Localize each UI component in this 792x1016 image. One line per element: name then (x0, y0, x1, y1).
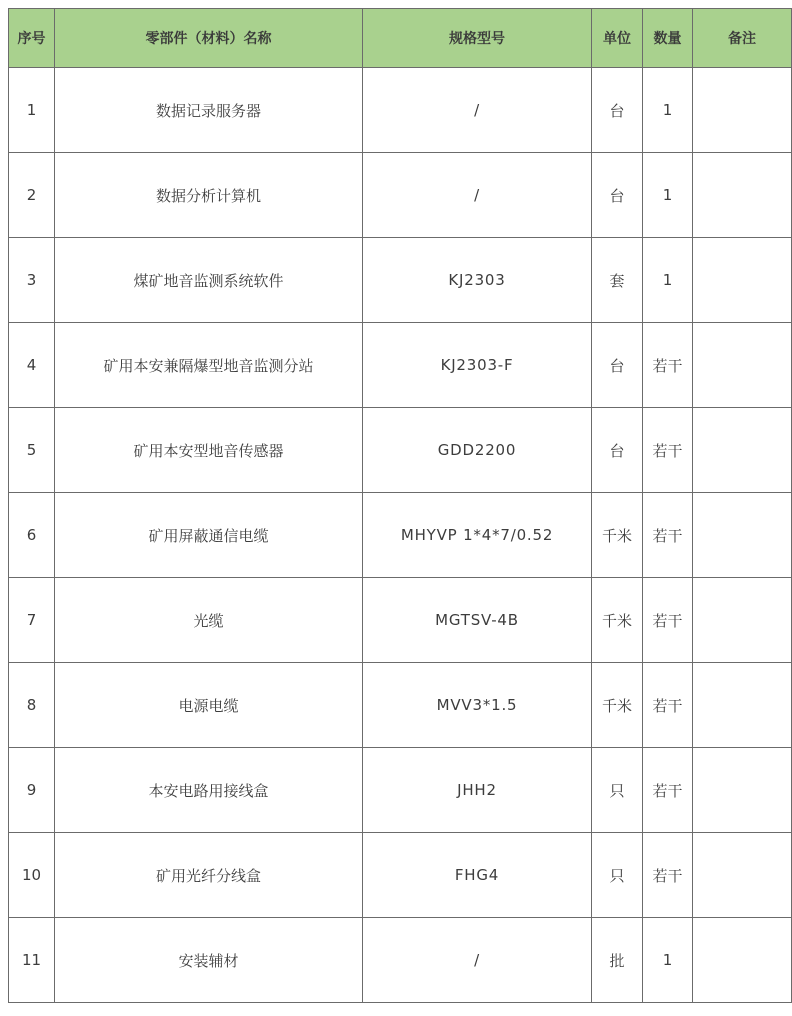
cell-name: 安装辅材 (55, 918, 363, 1003)
header-spec: 规格型号 (363, 9, 592, 68)
table-row (9, 578, 792, 663)
header-name: 零部件（材料）名称 (55, 9, 363, 68)
cell-spec: FHG4 (363, 833, 592, 918)
cell-no: 3 (9, 238, 55, 323)
cell-qty: 若干 (643, 748, 693, 833)
cell-no: 6 (9, 493, 55, 578)
table-row (9, 408, 792, 493)
cell-unit: 千米 (592, 663, 643, 748)
cell-no: 10 (9, 833, 55, 918)
cell-qty: 若干 (643, 663, 693, 748)
cell-unit: 只 (592, 833, 643, 918)
table-body (9, 68, 792, 1003)
cell-spec: / (363, 68, 592, 153)
table-row (9, 748, 792, 833)
cell-no: 7 (9, 578, 55, 663)
cell-no: 1 (9, 68, 55, 153)
cell-no: 11 (9, 918, 55, 1003)
cell-qty: 若干 (643, 408, 693, 493)
cell-unit: 台 (592, 68, 643, 153)
cell-no: 2 (9, 153, 55, 238)
cell-qty: 1 (643, 918, 693, 1003)
cell-unit: 只 (592, 748, 643, 833)
cell-spec: GDD2200 (363, 408, 592, 493)
cell-spec: KJ2303-F (363, 323, 592, 408)
table-row (9, 918, 792, 1003)
cell-name: 矿用本安型地音传感器 (55, 408, 363, 493)
cell-unit: 台 (592, 408, 643, 493)
header-unit: 单位 (592, 9, 643, 68)
header-no: 序号 (9, 9, 55, 68)
header-note: 备注 (693, 9, 792, 68)
cell-qty: 1 (643, 153, 693, 238)
cell-name: 矿用本安兼隔爆型地音监测分站 (55, 323, 363, 408)
cell-spec: MVV3*1.5 (363, 663, 592, 748)
table-row (9, 68, 792, 153)
cell-no: 4 (9, 323, 55, 408)
cell-name: 数据分析计算机 (55, 153, 363, 238)
cell-unit: 套 (592, 238, 643, 323)
table-row (9, 493, 792, 578)
cell-no: 5 (9, 408, 55, 493)
cell-note (693, 663, 792, 748)
cell-qty: 若干 (643, 323, 693, 408)
cell-qty: 1 (643, 68, 693, 153)
table-row (9, 663, 792, 748)
cell-qty: 若干 (643, 578, 693, 663)
cell-note (693, 153, 792, 238)
table-row (9, 323, 792, 408)
cell-note (693, 578, 792, 663)
cell-spec: MHYVP 1*4*7/0.52 (363, 493, 592, 578)
cell-spec: KJ2303 (363, 238, 592, 323)
header-qty: 数量 (643, 9, 693, 68)
cell-note (693, 408, 792, 493)
cell-spec: / (363, 918, 592, 1003)
cell-note (693, 748, 792, 833)
cell-note (693, 68, 792, 153)
table-row (9, 238, 792, 323)
cell-spec: / (363, 153, 592, 238)
parts-table (8, 8, 792, 1003)
cell-unit: 千米 (592, 578, 643, 663)
cell-name: 数据记录服务器 (55, 68, 363, 153)
cell-note (693, 323, 792, 408)
cell-name: 矿用屏蔽通信电缆 (55, 493, 363, 578)
cell-unit: 台 (592, 323, 643, 408)
cell-unit: 台 (592, 153, 643, 238)
table-header-row (9, 9, 792, 68)
cell-spec: MGTSV-4B (363, 578, 592, 663)
cell-qty: 若干 (643, 833, 693, 918)
cell-name: 光缆 (55, 578, 363, 663)
cell-note (693, 833, 792, 918)
cell-note (693, 493, 792, 578)
cell-unit: 批 (592, 918, 643, 1003)
cell-name: 本安电路用接线盒 (55, 748, 363, 833)
cell-name: 矿用光纤分线盒 (55, 833, 363, 918)
cell-qty: 1 (643, 238, 693, 323)
table-row (9, 153, 792, 238)
table-row (9, 833, 792, 918)
cell-name: 煤矿地音监测系统软件 (55, 238, 363, 323)
cell-name: 电源电缆 (55, 663, 363, 748)
cell-spec: JHH2 (363, 748, 592, 833)
cell-note (693, 238, 792, 323)
cell-unit: 千米 (592, 493, 643, 578)
cell-qty: 若干 (643, 493, 693, 578)
cell-no: 8 (9, 663, 55, 748)
cell-no: 9 (9, 748, 55, 833)
cell-note (693, 918, 792, 1003)
